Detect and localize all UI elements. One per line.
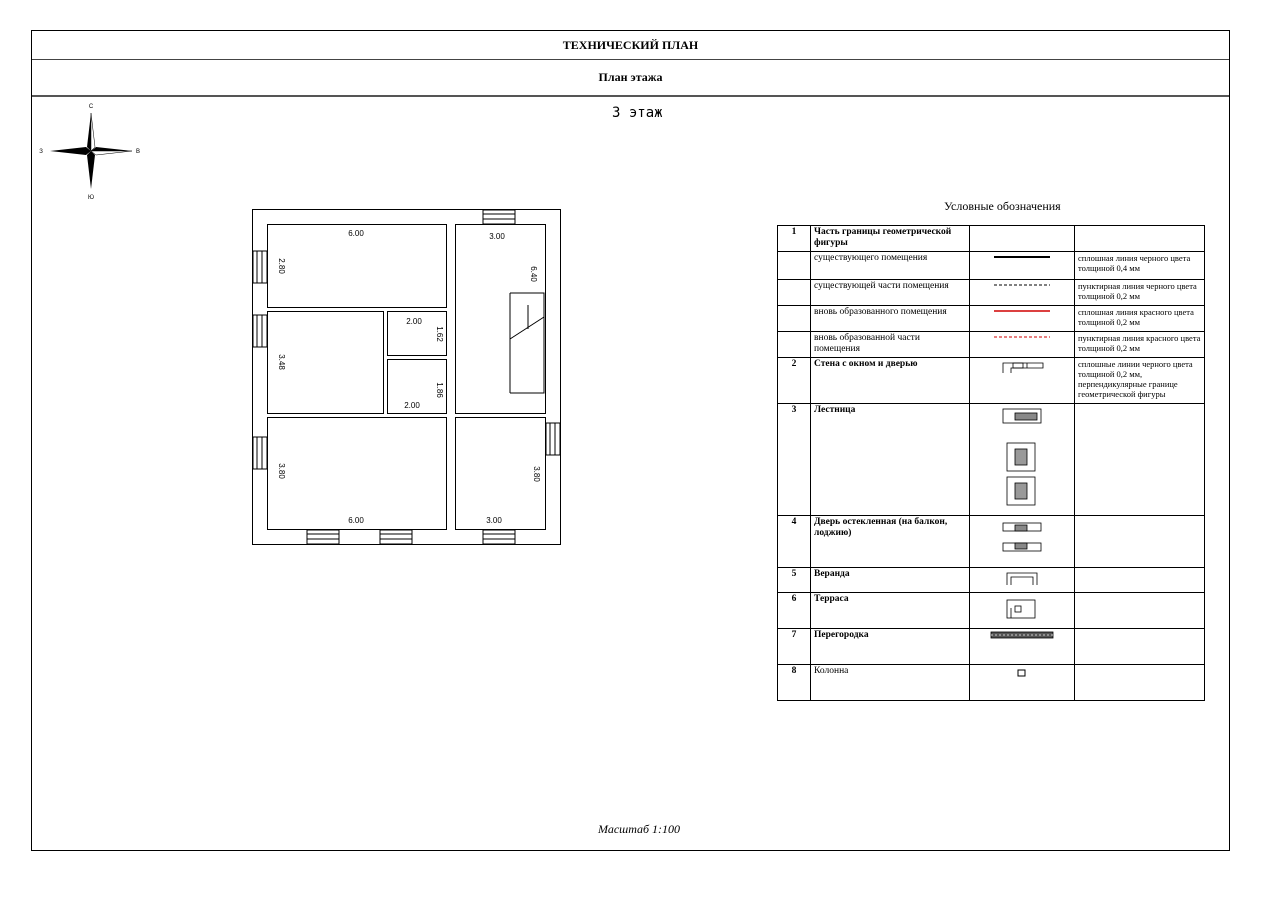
legend-table — [777, 225, 1205, 701]
dim-room1-width: 6.00 — [348, 229, 364, 238]
legend-row — [778, 306, 1205, 332]
legend-note — [1075, 665, 1205, 701]
dim-room2-height: 3.48 — [277, 354, 286, 370]
window-bottom-3 — [483, 530, 515, 544]
legend-row — [778, 358, 1205, 404]
legend-symbol — [970, 593, 1075, 629]
window-bottom-1 — [307, 530, 339, 544]
solid-red-line-icon — [992, 307, 1052, 315]
legend-note: пунктирная линия красного цвета толщиной 0,2 мм — [1075, 332, 1205, 358]
legend-num: 5 — [778, 568, 811, 593]
legend-num: 4 — [778, 516, 811, 568]
technical-plan-sheet — [31, 30, 1230, 851]
legend-symbol — [970, 252, 1075, 280]
column-icon — [1015, 666, 1029, 680]
legend-desc: Колонна — [811, 665, 970, 701]
compass-rose-icon — [32, 93, 162, 203]
legend-note — [1075, 593, 1205, 629]
legend-note: сплошная линия красного цвета толщиной 0,2 мм — [1075, 306, 1205, 332]
legend-symbol — [970, 226, 1075, 252]
window-top — [483, 210, 515, 224]
outer-wall — [253, 210, 561, 545]
legend-desc: Дверь остекленная (на балкон, лоджию) — [811, 516, 970, 568]
legend-num: 8 — [778, 665, 811, 701]
compass-south-label: Ю — [87, 195, 95, 201]
dim-small1-height: 1.62 — [435, 326, 444, 342]
legend-desc: Часть границы геометрической фигуры — [811, 226, 970, 252]
dim-stair-width: 3.00 — [489, 232, 505, 241]
legend-desc: Перегородка — [811, 629, 970, 665]
legend-symbol — [970, 280, 1075, 306]
legend-symbol — [970, 332, 1075, 358]
legend-row — [778, 629, 1205, 665]
legend-desc: Терраса — [811, 593, 970, 629]
legend-desc: Лестница — [811, 404, 970, 516]
scale-label: Масштаб 1:100 — [598, 822, 681, 836]
dim-room5-height: 3.80 — [532, 466, 541, 482]
legend-symbol — [970, 404, 1075, 516]
window-left-1 — [253, 251, 267, 283]
legend-row — [778, 226, 1205, 252]
legend-desc: существующего помещения — [811, 252, 970, 280]
legend-title: Условные обозначения — [944, 199, 1061, 213]
legend-note: сплошная линия черного цвета толщиной 0,4 мм — [1075, 252, 1205, 280]
legend-num: 7 — [778, 629, 811, 665]
legend-note — [1075, 226, 1205, 252]
room-5 — [456, 418, 546, 530]
legend-num — [778, 252, 811, 280]
legend-num — [778, 306, 811, 332]
window-bottom-2 — [380, 530, 412, 544]
legend-note — [1075, 404, 1205, 516]
floor-plan — [252, 209, 562, 547]
legend-row — [778, 252, 1205, 280]
legend-desc: вновь образованного помещения — [811, 306, 970, 332]
window-left-2 — [253, 315, 267, 347]
legend-num — [778, 332, 811, 358]
dim-stair-height: 6.40 — [529, 266, 538, 282]
dim-room1-height: 2.80 — [277, 258, 286, 274]
window-right — [546, 423, 560, 455]
staircase-icon — [997, 405, 1047, 509]
legend-row — [778, 593, 1205, 629]
compass-west-label: З — [39, 149, 43, 155]
legend-num: 2 — [778, 358, 811, 404]
legend-symbol — [970, 306, 1075, 332]
wall-window-door-icon — [997, 359, 1047, 375]
legend-desc: вновь образованной части помещения — [811, 332, 970, 358]
document-title: ТЕХНИЧЕСКИЙ ПЛАН — [32, 31, 1229, 60]
legend-num: 6 — [778, 593, 811, 629]
legend-num: 1 — [778, 226, 811, 252]
legend-symbol — [970, 516, 1075, 568]
legend-desc: Веранда — [811, 568, 970, 593]
legend-note: сплошные линии черного цвета толщиной 0,2 мм, перпендикулярные границе геометрической фигуры — [1075, 358, 1205, 404]
floor-title: 3 этаж — [612, 105, 663, 121]
solid-black-line-icon — [992, 253, 1052, 261]
legend-desc: Стена с окном и дверью — [811, 358, 970, 404]
legend-row — [778, 665, 1205, 701]
legend-symbol — [970, 568, 1075, 593]
dim-room5-width: 3.00 — [486, 516, 502, 525]
dim-small2-height: 1.86 — [435, 382, 444, 398]
terrace-icon — [997, 594, 1047, 622]
partition-icon — [989, 630, 1055, 640]
legend-num — [778, 280, 811, 306]
legend-desc: существующей части помещения — [811, 280, 970, 306]
legend-note: пунктирная линия черного цвета толщиной 0,2 мм — [1075, 280, 1205, 306]
legend-row — [778, 332, 1205, 358]
dim-room4-width: 6.00 — [348, 516, 364, 525]
legend-note — [1075, 629, 1205, 665]
legend-row — [778, 404, 1205, 516]
document-subtitle: План этажа — [32, 59, 1229, 97]
legend-row — [778, 568, 1205, 593]
legend-symbol — [970, 665, 1075, 701]
glazed-door-icon — [997, 517, 1047, 561]
legend-symbol — [970, 629, 1075, 665]
legend-row — [778, 280, 1205, 306]
dashed-black-line-icon — [992, 281, 1052, 289]
compass-north-label: С — [88, 104, 94, 110]
dim-small2-width: 2.00 — [404, 401, 420, 410]
staircase — [510, 293, 544, 393]
legend-note — [1075, 516, 1205, 568]
legend-num: 3 — [778, 404, 811, 516]
room-4 — [268, 418, 447, 530]
legend-note — [1075, 568, 1205, 593]
legend-row — [778, 516, 1205, 568]
window-left-3 — [253, 437, 267, 469]
veranda-icon — [997, 569, 1047, 587]
compass-east-label: В — [135, 149, 141, 155]
stair-room — [456, 225, 546, 414]
dashed-red-line-icon — [992, 333, 1052, 341]
legend-symbol — [970, 358, 1075, 404]
dim-room4-height: 3.80 — [277, 463, 286, 479]
dim-small1-width: 2.00 — [406, 317, 422, 326]
